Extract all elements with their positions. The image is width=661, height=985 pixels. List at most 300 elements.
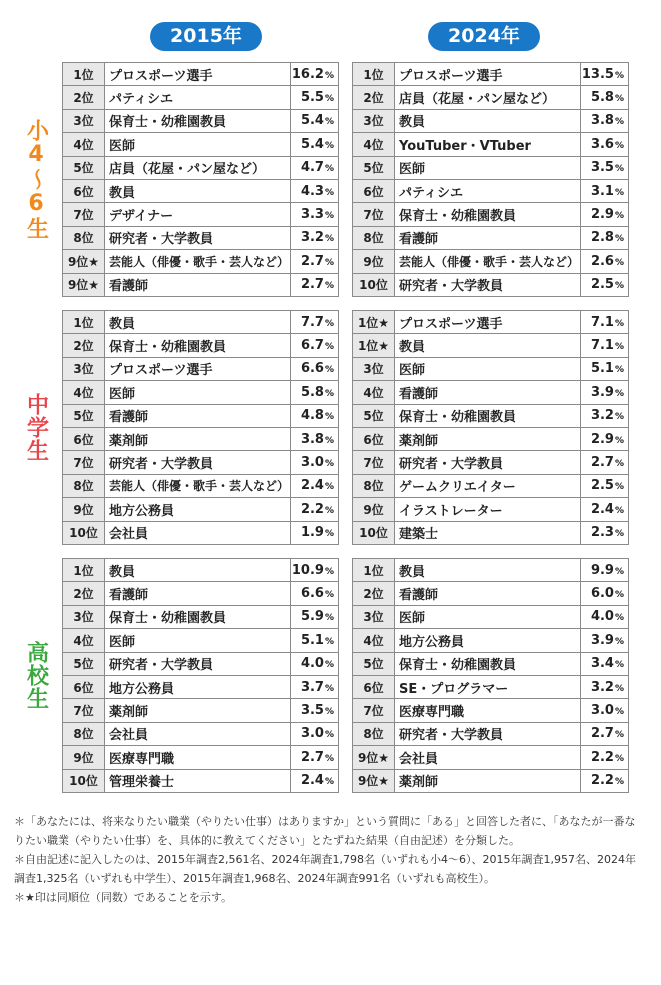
table-row — [63, 498, 339, 521]
occupation-cell: 研究者・大学教員 — [395, 451, 581, 474]
rank-cell: 3位 — [63, 109, 105, 132]
occupation-cell: 保育士・幼稚園教員 — [395, 203, 581, 226]
occupation-cell: 医師 — [395, 156, 581, 179]
table-row — [63, 699, 339, 722]
occupation-cell: 薬剤師 — [105, 427, 291, 450]
table-row — [63, 521, 339, 544]
rank-cell: 6位 — [63, 179, 105, 202]
rank-cell: 2位 — [353, 86, 395, 109]
rank-cell: 1位 — [353, 63, 395, 86]
rank-cell: 3位 — [353, 357, 395, 380]
group-label-middle-school: 中学生 — [23, 393, 49, 462]
rank-cell: 9位★ — [63, 250, 105, 273]
percent-unit: % — [614, 730, 624, 741]
percent-unit: % — [324, 187, 334, 198]
rank-cell: 9位★ — [63, 273, 105, 296]
percent-unit: % — [324, 459, 334, 470]
rank-cell: 2位 — [63, 86, 105, 109]
ranking-table-high-school-2015 — [62, 558, 339, 793]
occupation-cell: 保育士・幼稚園教員 — [395, 652, 581, 675]
percent-cell — [581, 156, 629, 179]
percent-unit: % — [324, 636, 334, 647]
percent-cell — [291, 629, 339, 652]
percent-value: 3.5 — [590, 160, 614, 176]
percent-value: 4.0 — [300, 656, 324, 672]
rank-cell: 5位 — [63, 156, 105, 179]
table-row — [353, 63, 629, 86]
percent-value: 2.2 — [300, 501, 324, 517]
percent-value: 4.7 — [300, 160, 324, 176]
occupation-cell: 薬剤師 — [395, 769, 581, 792]
ranking-table-elementary-2015 — [62, 62, 339, 297]
percent-unit: % — [614, 566, 624, 577]
percent-cell — [581, 226, 629, 249]
rank-cell: 4位 — [353, 381, 395, 404]
percent-value: 3.0 — [590, 703, 614, 719]
table-row — [63, 427, 339, 450]
percent-value: 5.1 — [590, 361, 614, 377]
table-row — [353, 133, 629, 156]
percent-value: 16.2 — [291, 66, 324, 82]
occupation-cell: 会社員 — [105, 521, 291, 544]
table-row — [63, 357, 339, 380]
occupation-cell: YouTuber・VTuber — [395, 133, 581, 156]
percent-cell — [581, 427, 629, 450]
percent-cell — [291, 226, 339, 249]
occupation-cell: 看護師 — [395, 226, 581, 249]
percent-value: 9.9 — [590, 562, 614, 578]
occupation-cell: デザイナー — [105, 203, 291, 226]
percent-cell — [291, 179, 339, 202]
occupation-cell: 看護師 — [395, 582, 581, 605]
percent-value: 2.8 — [590, 230, 614, 246]
table-row — [63, 250, 339, 273]
table-row — [353, 156, 629, 179]
rank-cell: 8位 — [63, 474, 105, 497]
percent-value: 3.1 — [590, 183, 614, 199]
group-label-high-school: 高校生 — [23, 641, 49, 710]
percent-cell — [291, 381, 339, 404]
percent-unit: % — [614, 529, 624, 540]
rank-cell: 7位 — [353, 451, 395, 474]
rank-cell: 4位 — [353, 629, 395, 652]
table-row — [353, 498, 629, 521]
percent-value: 2.7 — [590, 726, 614, 742]
table-row — [63, 769, 339, 792]
rank-cell: 1位 — [353, 559, 395, 582]
table-row — [63, 675, 339, 698]
occupation-cell: 医師 — [105, 381, 291, 404]
percent-cell — [291, 699, 339, 722]
rank-cell: 2位 — [63, 334, 105, 357]
percent-unit: % — [324, 482, 334, 493]
percent-cell — [581, 722, 629, 745]
rank-cell: 1位 — [63, 63, 105, 86]
rank-cell: 9位★ — [353, 769, 395, 792]
occupation-cell: 建築士 — [395, 521, 581, 544]
rank-cell: 4位 — [63, 629, 105, 652]
table-row — [63, 226, 339, 249]
table-row — [63, 179, 339, 202]
table-row — [353, 605, 629, 628]
table-row — [63, 86, 339, 109]
table-row — [63, 63, 339, 86]
percent-unit: % — [324, 683, 334, 694]
percent-unit: % — [324, 211, 334, 222]
percent-unit: % — [324, 318, 334, 329]
table-row — [63, 311, 339, 334]
table-row — [353, 357, 629, 380]
occupation-cell: 保育士・幼稚園教員 — [105, 109, 291, 132]
percent-value: 2.2 — [590, 749, 614, 765]
table-row — [353, 86, 629, 109]
table-row — [353, 311, 629, 334]
percent-value: 6.7 — [300, 338, 324, 354]
rank-cell: 2位 — [63, 582, 105, 605]
rank-cell: 6位 — [353, 179, 395, 202]
percent-cell — [581, 474, 629, 497]
table-row — [353, 203, 629, 226]
percent-cell — [581, 133, 629, 156]
percent-value: 2.2 — [590, 773, 614, 789]
table-row — [63, 629, 339, 652]
percent-cell — [291, 769, 339, 792]
percent-unit: % — [614, 257, 624, 268]
percent-unit: % — [614, 281, 624, 292]
percent-unit: % — [614, 777, 624, 788]
ranking-table-middle-school-2024 — [352, 310, 629, 545]
table-row — [63, 652, 339, 675]
percent-cell — [291, 559, 339, 582]
table-row — [353, 582, 629, 605]
percent-cell — [291, 521, 339, 544]
percent-cell — [581, 179, 629, 202]
table-row — [353, 474, 629, 497]
percent-cell — [291, 652, 339, 675]
percent-unit: % — [614, 211, 624, 222]
percent-value: 5.8 — [590, 90, 614, 106]
year-2024-header: 2024年 — [428, 22, 540, 51]
percent-cell — [291, 250, 339, 273]
percent-value: 2.4 — [590, 501, 614, 517]
rank-cell: 1位 — [63, 311, 105, 334]
percent-cell — [581, 109, 629, 132]
percent-cell — [581, 629, 629, 652]
percent-value: 2.3 — [590, 525, 614, 541]
percent-value: 13.5 — [581, 66, 614, 82]
occupation-cell: 医師 — [105, 629, 291, 652]
rank-cell: 3位 — [63, 605, 105, 628]
percent-unit: % — [614, 70, 624, 81]
percent-cell — [291, 582, 339, 605]
occupation-cell: 保育士・幼稚園教員 — [105, 334, 291, 357]
percent-cell — [291, 86, 339, 109]
occupation-cell: プロスポーツ選手 — [105, 357, 291, 380]
rank-cell: 6位 — [63, 427, 105, 450]
occupation-cell: 教員 — [395, 109, 581, 132]
rank-cell: 8位 — [353, 226, 395, 249]
occupation-cell: 薬剤師 — [105, 699, 291, 722]
rank-cell: 5位 — [63, 652, 105, 675]
percent-value: 3.0 — [300, 455, 324, 471]
rank-cell: 9位★ — [353, 746, 395, 769]
occupation-cell: 研究者・大学教員 — [395, 273, 581, 296]
occupation-cell: 看護師 — [105, 404, 291, 427]
percent-unit: % — [324, 234, 334, 245]
table-row — [63, 109, 339, 132]
table-row — [353, 559, 629, 582]
table-row — [353, 273, 629, 296]
occupation-cell: 医師 — [395, 605, 581, 628]
rank-cell: 4位 — [63, 133, 105, 156]
table-row — [63, 381, 339, 404]
percent-cell — [581, 86, 629, 109]
occupation-cell: 看護師 — [105, 582, 291, 605]
table-row — [353, 404, 629, 427]
percent-unit: % — [614, 117, 624, 128]
table-row — [63, 156, 339, 179]
rank-cell: 3位 — [353, 605, 395, 628]
percent-unit: % — [324, 566, 334, 577]
percent-unit: % — [614, 613, 624, 624]
percent-unit: % — [324, 388, 334, 399]
occupation-cell: 会社員 — [395, 746, 581, 769]
rank-cell: 10位 — [353, 273, 395, 296]
rank-cell: 5位 — [353, 652, 395, 675]
percent-value: 10.9 — [291, 562, 324, 578]
percent-value: 4.0 — [590, 609, 614, 625]
percent-unit: % — [324, 613, 334, 624]
rank-cell: 9位 — [63, 746, 105, 769]
table-row — [63, 404, 339, 427]
rank-cell: 5位 — [353, 404, 395, 427]
occupation-cell: 教員 — [395, 334, 581, 357]
percent-value: 3.5 — [300, 703, 324, 719]
table-row — [353, 250, 629, 273]
occupation-cell: 教員 — [105, 311, 291, 334]
table-row — [353, 629, 629, 652]
percent-unit: % — [324, 777, 334, 788]
occupation-cell: 芸能人（俳優・歌手・芸人など） — [105, 474, 291, 497]
percent-unit: % — [324, 707, 334, 718]
percent-unit: % — [614, 187, 624, 198]
percent-unit: % — [324, 730, 334, 741]
percent-cell — [581, 357, 629, 380]
table-row — [353, 381, 629, 404]
percent-unit: % — [324, 505, 334, 516]
rank-cell: 7位 — [63, 699, 105, 722]
percent-value: 3.6 — [590, 136, 614, 152]
table-row — [353, 451, 629, 474]
table-row — [353, 652, 629, 675]
percent-unit: % — [614, 140, 624, 151]
occupation-cell: プロスポーツ選手 — [395, 311, 581, 334]
percent-cell — [291, 63, 339, 86]
percent-unit: % — [614, 505, 624, 516]
percent-cell — [291, 357, 339, 380]
rank-cell: 1位 — [63, 559, 105, 582]
rank-cell: 9位 — [353, 250, 395, 273]
occupation-cell: 店員（花屋・パン屋など） — [395, 86, 581, 109]
percent-cell — [291, 746, 339, 769]
rank-cell: 7位 — [63, 203, 105, 226]
percent-unit: % — [614, 683, 624, 694]
percent-unit: % — [614, 388, 624, 399]
table-row — [63, 334, 339, 357]
occupation-cell: 会社員 — [105, 722, 291, 745]
percent-value: 5.8 — [300, 384, 324, 400]
percent-value: 2.7 — [300, 253, 324, 269]
percent-unit: % — [614, 342, 624, 353]
percent-value: 2.7 — [300, 277, 324, 293]
percent-cell — [581, 451, 629, 474]
percent-cell — [291, 109, 339, 132]
percent-unit: % — [614, 753, 624, 764]
occupation-cell: 芸能人（俳優・歌手・芸人など） — [105, 250, 291, 273]
rank-cell: 7位 — [353, 699, 395, 722]
rank-cell: 7位 — [353, 203, 395, 226]
occupation-cell: 医師 — [395, 357, 581, 380]
rank-cell: 1位★ — [353, 334, 395, 357]
percent-cell — [581, 273, 629, 296]
occupation-cell: 研究者・大学教員 — [105, 652, 291, 675]
percent-unit: % — [614, 435, 624, 446]
percent-value: 2.9 — [590, 431, 614, 447]
percent-value: 1.9 — [300, 525, 324, 541]
rank-cell: 8位 — [63, 722, 105, 745]
rank-cell: 7位 — [63, 451, 105, 474]
percent-unit: % — [614, 707, 624, 718]
table-row — [63, 273, 339, 296]
rank-cell: 1位★ — [353, 311, 395, 334]
year-2015-header: 2015年 — [150, 22, 262, 51]
percent-cell — [291, 404, 339, 427]
percent-unit: % — [324, 660, 334, 671]
percent-cell — [291, 427, 339, 450]
occupation-cell: SE・プログラマー — [395, 675, 581, 698]
table-row — [63, 746, 339, 769]
percent-unit: % — [614, 94, 624, 105]
occupation-cell: 医療専門職 — [395, 699, 581, 722]
percent-cell — [581, 746, 629, 769]
rank-cell: 4位 — [353, 133, 395, 156]
percent-value: 3.4 — [590, 656, 614, 672]
percent-cell — [291, 722, 339, 745]
percent-value: 2.7 — [300, 749, 324, 765]
rank-cell: 10位 — [63, 769, 105, 792]
percent-cell — [291, 451, 339, 474]
percent-value: 3.8 — [300, 431, 324, 447]
percent-unit: % — [324, 117, 334, 128]
rank-cell: 10位 — [353, 521, 395, 544]
percent-unit: % — [614, 164, 624, 175]
percent-value: 3.3 — [300, 207, 324, 223]
percent-value: 3.2 — [590, 679, 614, 695]
occupation-cell: 看護師 — [105, 273, 291, 296]
percent-unit: % — [324, 342, 334, 353]
percent-cell — [291, 605, 339, 628]
percent-cell — [581, 675, 629, 698]
percent-cell — [581, 311, 629, 334]
rank-cell: 6位 — [353, 675, 395, 698]
percent-value: 3.0 — [300, 726, 324, 742]
percent-value: 5.5 — [300, 90, 324, 106]
footnotes — [14, 812, 646, 907]
occupation-cell: 薬剤師 — [395, 427, 581, 450]
percent-unit: % — [324, 365, 334, 376]
table-row — [353, 109, 629, 132]
table-row — [353, 427, 629, 450]
occupation-cell: 保育士・幼稚園教員 — [105, 605, 291, 628]
percent-unit: % — [614, 660, 624, 671]
percent-cell — [581, 63, 629, 86]
percent-value: 2.9 — [590, 207, 614, 223]
occupation-cell: 研究者・大学教員 — [395, 722, 581, 745]
rank-cell: 5位 — [63, 404, 105, 427]
percent-value: 3.9 — [590, 384, 614, 400]
occupation-cell: ゲームクリエイター — [395, 474, 581, 497]
rank-cell: 8位 — [353, 722, 395, 745]
rank-cell: 9位 — [353, 498, 395, 521]
percent-cell — [581, 559, 629, 582]
percent-cell — [581, 334, 629, 357]
percent-unit: % — [614, 482, 624, 493]
table-row — [353, 746, 629, 769]
percent-unit: % — [324, 753, 334, 764]
percent-value: 7.7 — [300, 314, 324, 330]
percent-cell — [581, 404, 629, 427]
occupation-cell: 店員（花屋・パン屋など） — [105, 156, 291, 179]
rank-cell: 2位 — [353, 582, 395, 605]
occupation-cell: 管理栄養士 — [105, 769, 291, 792]
percent-value: 2.4 — [300, 773, 324, 789]
rank-cell: 6位 — [353, 427, 395, 450]
percent-cell — [291, 273, 339, 296]
percent-value: 5.9 — [300, 609, 324, 625]
percent-value: 4.8 — [300, 408, 324, 424]
percent-unit: % — [614, 590, 624, 601]
ranking-table-middle-school-2015 — [62, 310, 339, 545]
percent-cell — [581, 652, 629, 675]
percent-value: 2.4 — [300, 478, 324, 494]
occupation-cell: 医療専門職 — [105, 746, 291, 769]
occupation-cell: 医師 — [105, 133, 291, 156]
percent-cell — [291, 675, 339, 698]
percent-unit: % — [614, 636, 624, 647]
percent-unit: % — [324, 281, 334, 292]
occupation-cell: 教員 — [105, 179, 291, 202]
rank-cell: 6位 — [63, 675, 105, 698]
percent-unit: % — [324, 164, 334, 175]
percent-cell — [581, 699, 629, 722]
table-row — [63, 133, 339, 156]
percent-cell — [291, 156, 339, 179]
rank-cell: 3位 — [63, 357, 105, 380]
percent-unit: % — [324, 94, 334, 105]
percent-unit: % — [614, 459, 624, 470]
percent-cell — [291, 334, 339, 357]
percent-value: 3.9 — [590, 632, 614, 648]
table-row — [63, 559, 339, 582]
table-row — [63, 722, 339, 745]
table-row — [63, 203, 339, 226]
occupation-cell: 教員 — [395, 559, 581, 582]
percent-value: 6.6 — [300, 586, 324, 602]
table-row — [353, 722, 629, 745]
footnote-2: ＊自由記述に記入したのは、2015年調査2,561名、2024年調査1,798名（いずれも小4〜6）、2015年調査1,957名、2024年調査1,325名（いずれも中学生）、2015年調査1,968名、2024年調査991名（いずれも高校生）。 — [14, 853, 636, 885]
percent-cell — [291, 203, 339, 226]
percent-cell — [581, 203, 629, 226]
